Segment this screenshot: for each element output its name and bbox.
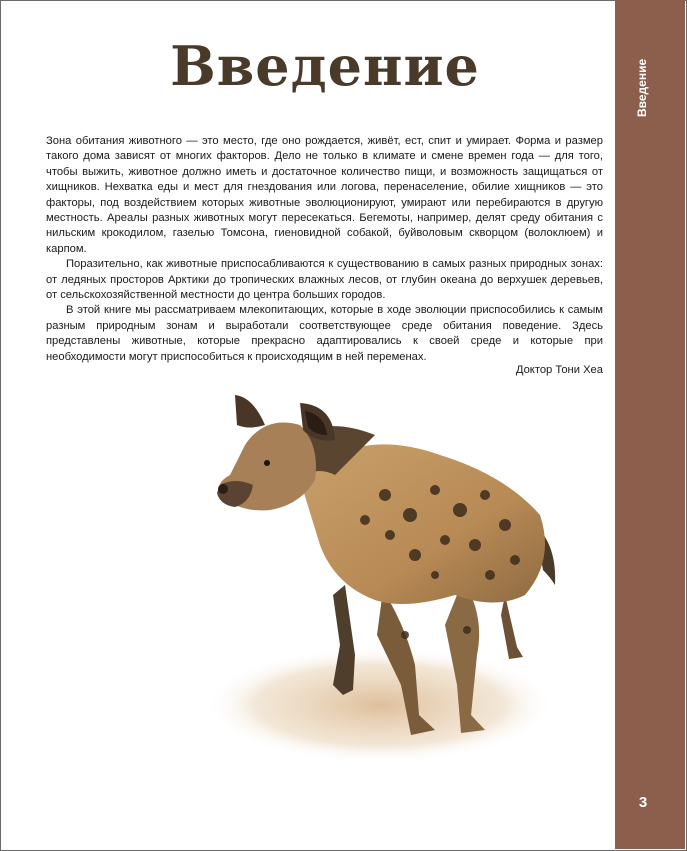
- hyena-illustration: [205, 385, 575, 775]
- page-number: 3: [638, 794, 648, 811]
- intro-text: [46, 134, 603, 365]
- hind-leg-far: [501, 595, 523, 659]
- ground-shadow: [205, 647, 555, 763]
- nose: [218, 484, 228, 494]
- paragraph-2: Поразительно, как животные приспосабливаются к существованию в самых разных природных зонах: от ледяных просторов Арктики до тропических влажных лесов, от глубин океана до верхушек деревьев, от сельскохозяйственной местности до центра больших городов.: [46, 258, 603, 302]
- paragraph-1: Зона обитания животного — это место, где оно рождается, живёт, ест, спит и умирает. Форма и размер такого дома зависят от многих факторов. Дело не только в климате и смене времен года — для того, чтобы выжить, животное должно иметь и достаточное количество пищи, и возможность защищаться от хищников. Нехватка еды и мест для гнездования или логова, перенаселение, обилие хищников — это факторы, под воздействием которых животные эволюционируют, умирают или перебираются в другую местность. Ареалы разных животных могут пересекаться. Бегемоты, например, делят среду обитания с нильским крокодилом, газелью Томсона, гиеновидной собакой, буйволовым скворцом (волоклюем) и карпом.: [46, 135, 603, 255]
- ear-left: [235, 395, 265, 428]
- chapter-tab-label: Введение: [635, 58, 649, 118]
- eye: [264, 460, 270, 466]
- author-signature: Доктор Тони Хеа: [515, 364, 603, 376]
- front-leg-far: [333, 585, 355, 695]
- paragraph-3: В этой книге мы рассматриваем млекопитающих, которые в ходе эволюции приспособились к самым разным природным зонам и выработали соответствующее среде обитания поведение. Здесь представлены животные, которые прекрасно адаптировались к своей среде и которые при необходимости могут приспособиться к происходящим в ней переменах.: [46, 304, 603, 363]
- page-title: Введение: [170, 34, 480, 98]
